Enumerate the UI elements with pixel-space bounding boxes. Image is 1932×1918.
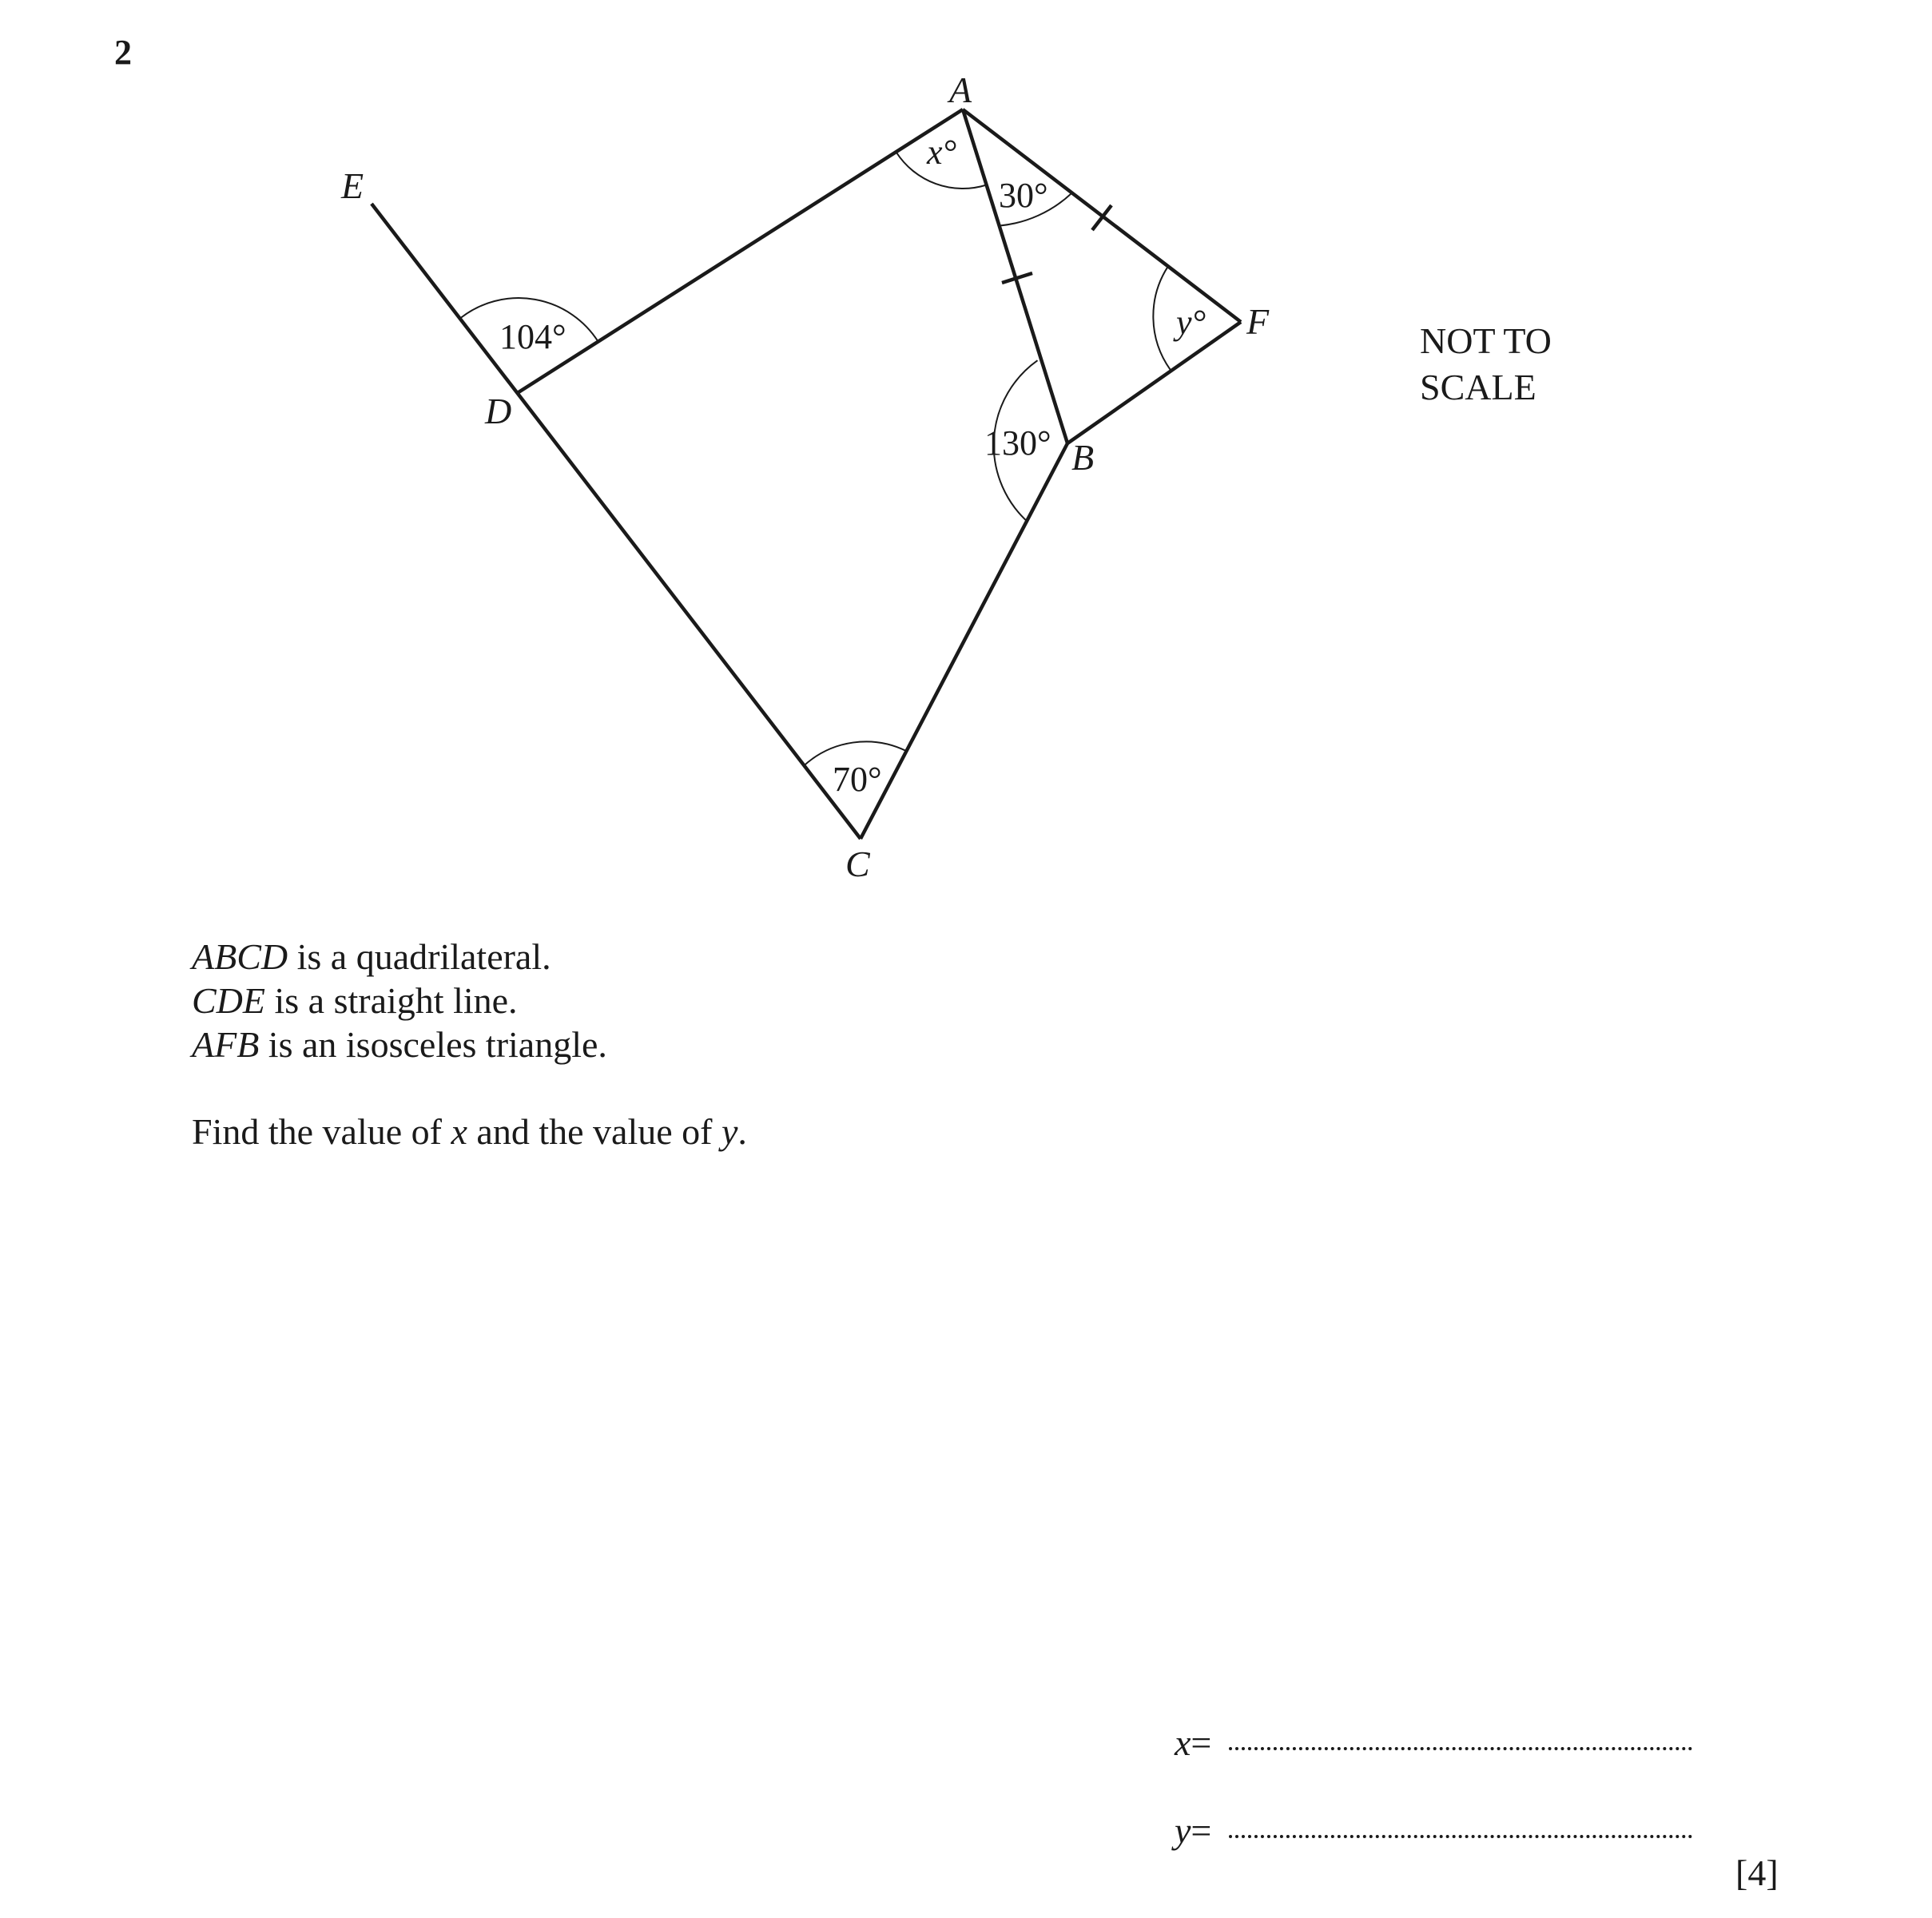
side-bc [861, 443, 1067, 839]
answer-equals: = [1191, 1810, 1212, 1851]
statement-line [192, 979, 607, 1023]
not-to-scale-line-1: NOT TO [1420, 320, 1552, 361]
arc-angle-y [1153, 267, 1170, 370]
question-text [192, 1110, 747, 1153]
answer-variable-x: x [1175, 1722, 1191, 1763]
angle-label-70: 70° [833, 760, 882, 799]
question-variable-x: x [451, 1111, 467, 1152]
answer-line-y [1175, 1809, 1692, 1852]
answer-equals: = [1191, 1722, 1212, 1763]
vertex-label-e: E [341, 165, 364, 206]
statement-shape-name: CDE [192, 980, 265, 1021]
side-ad [519, 109, 963, 392]
angle-label-104: 104° [499, 317, 566, 356]
question-part: Find the value of [192, 1111, 451, 1152]
statement-text: is a quadrilateral. [288, 936, 551, 977]
answer-line-x [1175, 1721, 1692, 1764]
marks-allocation: [4] [1735, 1852, 1779, 1893]
vertex-label-d: D [485, 391, 512, 431]
geometry-figure [0, 0, 1932, 895]
statement-shape-name: AFB [192, 1024, 260, 1065]
not-to-scale-note [1420, 318, 1552, 411]
vertex-label-b: B [1071, 437, 1095, 478]
angle-label-30: 30° [999, 176, 1048, 215]
line-cde [372, 204, 861, 839]
statement-line [192, 935, 607, 979]
question-part: . [737, 1111, 747, 1152]
statement-text: is a straight line. [265, 980, 518, 1021]
statement-text: is an isosceles triangle. [259, 1024, 607, 1065]
answer-field-y[interactable] [1229, 1835, 1692, 1838]
statements [192, 935, 607, 1066]
angle-label-130: 130° [984, 423, 1051, 463]
side-ab [963, 109, 1067, 443]
question-variable-y: y [721, 1111, 738, 1152]
vertex-label-a: A [949, 69, 972, 110]
angle-label-y: y° [1176, 303, 1207, 342]
statement-shape-name: ABCD [192, 936, 288, 977]
side-fb [1067, 322, 1241, 443]
vertex-label-c: C [845, 844, 870, 884]
angle-label-x: x° [927, 133, 957, 172]
answer-variable-y: y [1175, 1810, 1191, 1851]
answer-field-x[interactable] [1229, 1747, 1692, 1750]
vertex-label-f: F [1246, 301, 1270, 342]
question-number: 2 [114, 33, 132, 72]
statement-line [192, 1023, 607, 1066]
not-to-scale-line-2: SCALE [1420, 367, 1536, 407]
question-part: and the value of [467, 1111, 722, 1152]
